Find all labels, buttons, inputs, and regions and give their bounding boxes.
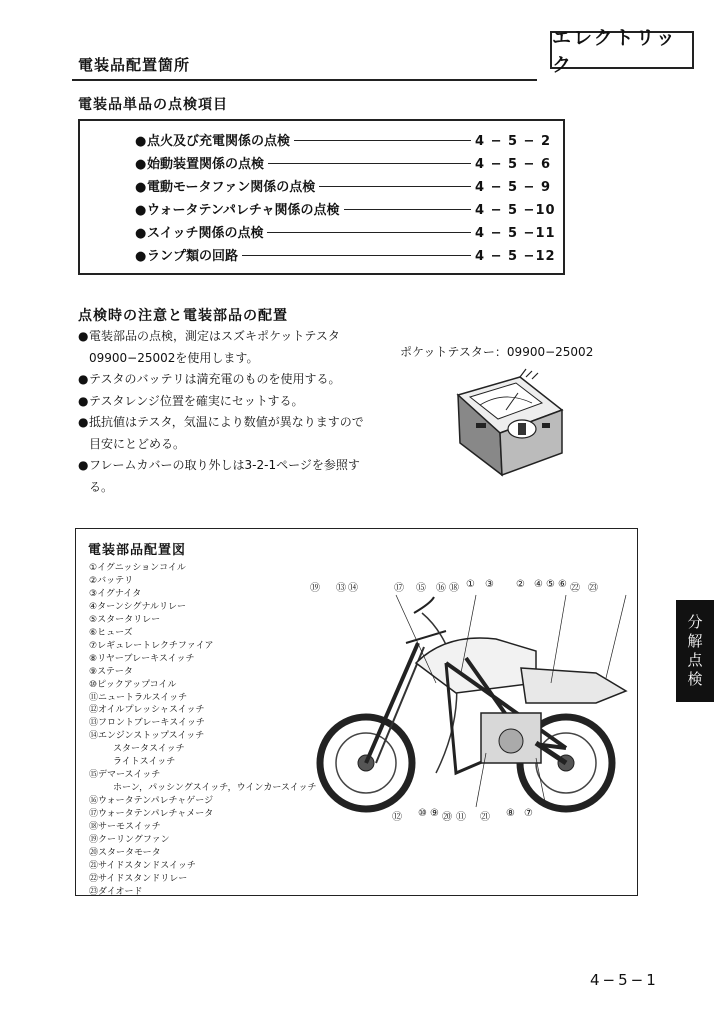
legend-item: ⑪ニュートラルスイッチ: [89, 692, 188, 703]
callout-label: ⑯: [436, 583, 446, 594]
legend-item: ⑥ヒューズ: [89, 627, 133, 638]
motorcycle-illustration: [296, 573, 636, 823]
legend-item: ㉒サイドスタンドリレー: [89, 873, 188, 884]
legend-item: ⑯ウォータテンパレチャゲージ: [89, 796, 214, 807]
callout-label: ⑰: [394, 583, 404, 594]
callout-label: ⑪: [456, 812, 466, 823]
page-number: 4−5−1: [590, 971, 659, 989]
diagram-heading: 電装部品配置図: [88, 543, 187, 558]
legend-item: ⑫オイルプレッシャスイッチ: [89, 705, 205, 716]
bullet-icon: ●: [135, 134, 147, 149]
side-tab-label: 分解点検: [687, 613, 703, 688]
callout-label: ⑲: [310, 583, 320, 594]
bullet-icon: ●: [135, 226, 147, 241]
toc-item-page: 4 − 5 − 9: [475, 180, 552, 195]
toc-item[interactable]: [135, 245, 556, 268]
callout-label: ⑧: [506, 808, 515, 819]
note-text: 抵抗値はテスタ，気温により数値が異なりますので目安にとどめる。: [89, 415, 364, 451]
callout-label: ⑫: [392, 812, 402, 823]
callout-label: ③: [485, 579, 494, 590]
legend-item: ②バッテリ: [89, 575, 134, 586]
callout-label: ⑦: [524, 808, 533, 819]
legend-item: ④ターンシグナルリレー: [89, 601, 187, 612]
leader-line: [267, 232, 471, 233]
bullet-icon: ●: [135, 180, 147, 195]
legend-item: ①イグニッションコイル: [89, 563, 186, 573]
legend-item: スタータスイッチ: [113, 744, 185, 755]
legend-item: ㉓ダイオード: [89, 886, 143, 897]
note-text: テスタのバッテリは満充電のものを使用する。: [89, 372, 341, 386]
bullet-icon: ●: [135, 203, 147, 218]
precautions-heading: 点検時の注意と電装部品の配置: [78, 308, 288, 324]
callout-label: ①: [466, 579, 475, 590]
callout-label: ⑩: [418, 808, 427, 819]
toc-item[interactable]: [135, 222, 556, 245]
toc-item[interactable]: [135, 199, 556, 222]
callout-label: ②: [516, 579, 525, 590]
legend-item: ⑬フロントブレーキスイッチ: [89, 718, 205, 729]
tester-label: ポケットテスター：09900−25002: [400, 345, 594, 359]
toc-item[interactable]: [135, 176, 552, 199]
callout-label: ⑱: [449, 583, 459, 594]
callout-label: ㉓: [588, 583, 598, 594]
section-label-box: エレクトリック: [550, 31, 694, 69]
callout-label: ㉑: [480, 812, 490, 823]
inspection-heading: 電装品単品の点検項目: [78, 97, 228, 113]
bullet-icon: ●: [78, 329, 89, 343]
callout-label: ⑳: [442, 812, 452, 823]
note-text: テスタレンジ位置を確実にセットする。: [89, 393, 304, 408]
bullet-icon: ●: [135, 157, 147, 172]
bullet-icon: ●: [78, 393, 89, 408]
legend-item: ⑨ステータ: [89, 666, 133, 677]
leader-line: [344, 209, 471, 210]
callout-label: ⑬: [336, 583, 346, 594]
callout-label: ㉒: [570, 583, 580, 594]
callout-label: ⑮: [416, 583, 426, 594]
toc-item-label: 電動モータファン関係の点検: [147, 180, 316, 195]
toc-item-label: 点火及び充電関係の点検: [147, 134, 291, 149]
legend-item: ㉑サイドスタンドスイッチ: [89, 860, 196, 871]
callouts-top: [310, 579, 630, 595]
bullet-icon: ●: [78, 372, 89, 386]
legend-item: ⑤スタータリレー: [89, 614, 161, 625]
toc-item-label: 始動装置関係の点検: [147, 157, 265, 172]
title-rule: [72, 79, 537, 81]
legend-item: ⑱サーモスイッチ: [89, 822, 161, 833]
note-item: [78, 326, 373, 369]
toc-item[interactable]: [135, 153, 552, 176]
toc-item-label: ランプ類の回路: [147, 249, 239, 264]
callout-label: ⑥: [558, 579, 567, 590]
legend-item: ⑲クーリングファン: [89, 835, 170, 846]
toc-item-label: スイッチ関係の点検: [147, 226, 264, 241]
layout-diagram-frame: [75, 528, 638, 896]
legend-item: ⑧リヤーブレーキスイッチ: [89, 653, 195, 664]
precaution-notes: [78, 326, 373, 498]
leader-line: [294, 140, 471, 141]
legend-item: ③イグナイタ: [89, 588, 142, 599]
legend-item: ⑭エンジンストップスイッチ: [89, 731, 205, 742]
callout-label: ⑨: [430, 808, 439, 819]
note-item: [78, 391, 373, 413]
callout-label: ⑭: [348, 583, 358, 594]
callout-label: ④: [534, 579, 543, 590]
callouts-bottom: [386, 808, 546, 824]
legend-item: ホーン，パッシングスイッチ，ウインカースイッチ: [113, 783, 317, 794]
legend-item: ⑦レギュレートレクチファイア: [89, 640, 214, 651]
legend-item: ⑳スタータモータ: [89, 847, 161, 858]
inspection-toc-list: [135, 130, 556, 268]
bullet-icon: ●: [78, 458, 89, 472]
note-text: フレームカバーの取り外しは3-2-1ページを参照する。: [89, 458, 360, 494]
callout-label: ⑤: [546, 579, 555, 590]
toc-item-page: 4 − 5 − 6: [475, 157, 552, 172]
inspection-toc-box: [78, 119, 565, 275]
note-item: [78, 369, 373, 391]
note-item: [78, 412, 373, 455]
bullet-icon: ●: [135, 249, 147, 264]
note-item: [78, 455, 373, 498]
pocket-tester-illustration: [450, 365, 565, 490]
legend-item: ⑰ウォータテンパレチャメータ: [89, 809, 214, 820]
leader-line: [242, 255, 471, 256]
toc-item-page: 4 − 5 −12: [475, 249, 556, 264]
toc-item-page: 4 − 5 − 2: [475, 134, 552, 149]
toc-item[interactable]: [135, 130, 552, 153]
leader-line: [319, 186, 471, 187]
toc-item-page: 4 − 5 −11: [475, 226, 556, 241]
page-title: 電装品配置箇所: [78, 56, 191, 74]
legend-item: ライトスイッチ: [113, 757, 176, 768]
note-text: 電装部品の点検，測定はスズキポケットテスタ09900−25002を使用します。: [89, 329, 340, 365]
legend-item: ⑩ピックアップコイル: [89, 679, 177, 690]
toc-item-label: ウォータテンパレチャ関係の点検: [147, 203, 340, 218]
toc-item-page: 4 − 5 −10: [475, 203, 556, 218]
chapter-side-tab[interactable]: [676, 600, 714, 702]
bullet-icon: ●: [78, 415, 89, 429]
leader-line: [268, 163, 471, 164]
legend-item: ⑮デマースイッチ: [89, 770, 161, 781]
